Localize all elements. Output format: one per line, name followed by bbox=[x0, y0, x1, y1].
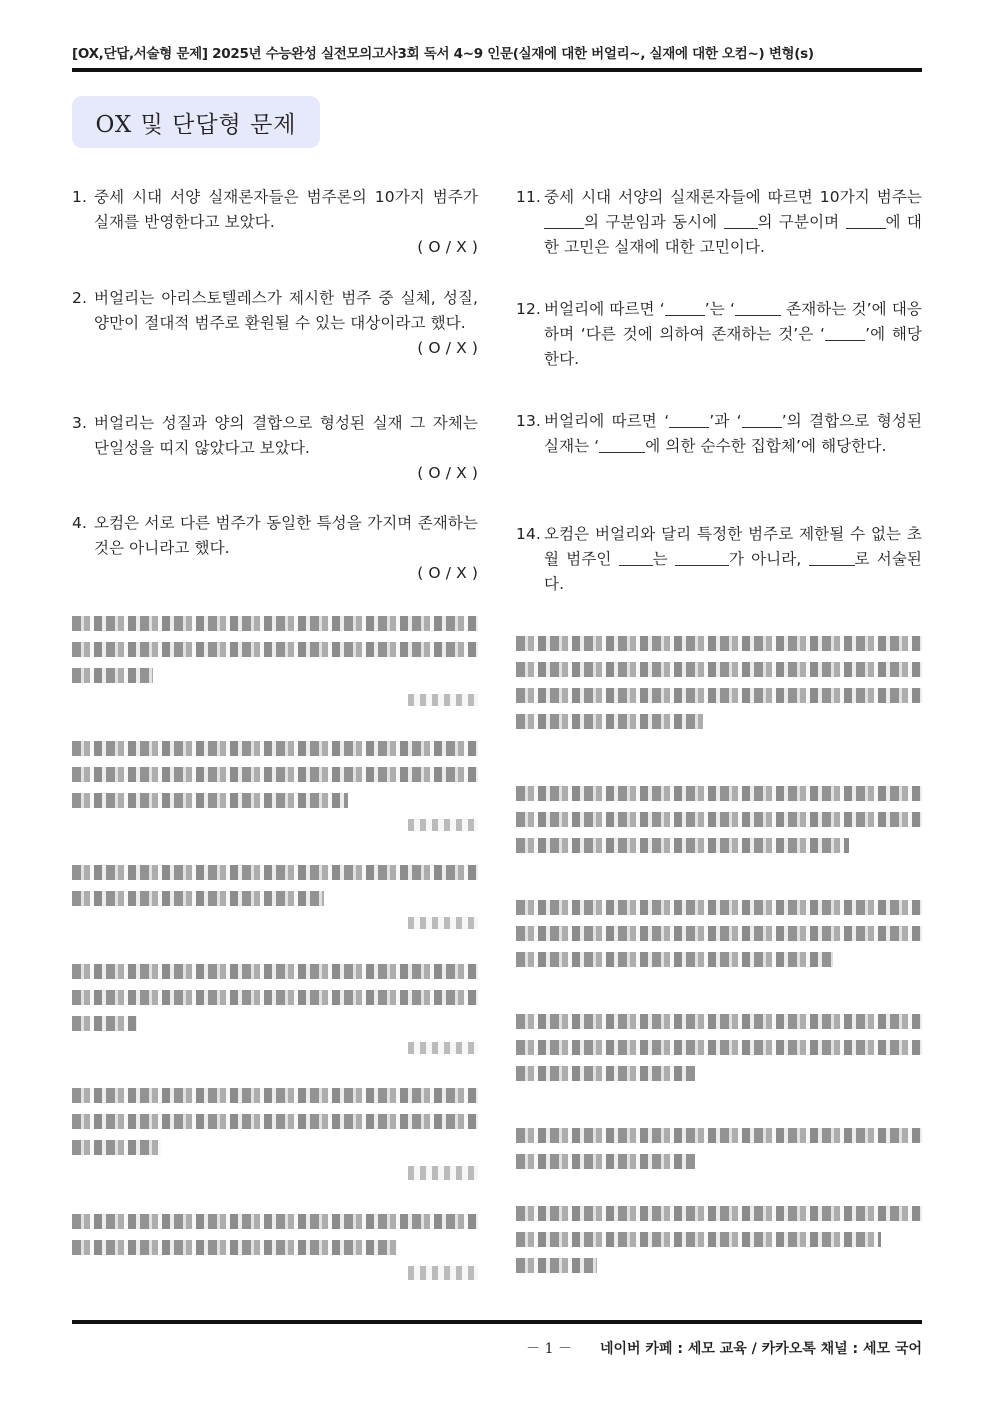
obscured-question bbox=[72, 741, 478, 831]
page-number: － 1 － bbox=[526, 1341, 572, 1357]
question-text: 오컴은 버얼리와 달리 특정한 범주로 제한될 수 없는 초월 범주인 는 가 아니라, 로 서술된다. bbox=[544, 525, 922, 593]
obscured-question bbox=[516, 1206, 922, 1274]
question-number: 12. bbox=[516, 300, 541, 318]
ox-answer-mark: ( O / X ) bbox=[417, 464, 478, 482]
question-2 bbox=[72, 286, 478, 361]
answer-blank[interactable] bbox=[825, 325, 865, 342]
obscured-question bbox=[516, 636, 922, 730]
question-text: 버얼리에 따르면 ‘ ’는 ‘ 존재하는 것’에 대응하며 ‘다른 것에 의하여 존재하는 것’은 ‘ ’에 해당한다. bbox=[544, 300, 922, 368]
footer-rule bbox=[72, 1320, 922, 1324]
question-4 bbox=[72, 511, 478, 586]
answer-blank[interactable] bbox=[724, 213, 758, 230]
question-text: 버얼리에 따르면 ‘ ’과 ‘ ’의 결합으로 형성된 실재는 ‘ 에 의한 순수한 집합체’에 해당한다. bbox=[544, 412, 923, 455]
question-number: 11. bbox=[516, 188, 541, 206]
question-number: 14. bbox=[516, 525, 541, 543]
answer-blank[interactable] bbox=[544, 213, 584, 230]
question-11 bbox=[516, 185, 922, 260]
obscured-question bbox=[72, 1214, 478, 1282]
question-number: 13. bbox=[516, 412, 541, 430]
ox-answer-mark: ( O / X ) bbox=[417, 564, 478, 582]
question-number: 2. bbox=[72, 289, 87, 307]
answer-blank[interactable] bbox=[665, 300, 705, 317]
answer-blank[interactable] bbox=[735, 300, 781, 317]
obscured-question bbox=[72, 865, 478, 929]
answer-blank[interactable] bbox=[846, 213, 886, 230]
question-number: 3. bbox=[72, 414, 87, 432]
ox-answer-mark: ( O / X ) bbox=[417, 339, 478, 357]
answer-blank[interactable] bbox=[669, 412, 709, 429]
obscured-question bbox=[72, 616, 478, 706]
answer-blank[interactable] bbox=[809, 550, 855, 567]
obscured-question bbox=[72, 1088, 478, 1180]
question-text: 중세 시대 서양 실재론자들은 범주론의 10가지 범주가 실재를 반영한다고 보았다. bbox=[94, 188, 478, 231]
answer-blank[interactable] bbox=[675, 550, 729, 567]
question-number: 1. bbox=[72, 188, 87, 206]
question-1 bbox=[72, 185, 478, 260]
obscured-question bbox=[516, 900, 922, 968]
obscured-question bbox=[516, 1128, 922, 1172]
obscured-question bbox=[516, 786, 922, 854]
answer-blank[interactable] bbox=[599, 437, 645, 454]
question-text: 버얼리는 성질과 양의 결합으로 형성된 실재 그 자체는 단일성을 띠지 않았다고 보았다. bbox=[94, 414, 478, 457]
footer-text: 네이버 카페 : 세모 교육 / 카카오톡 채널 : 세모 국어 bbox=[599, 1341, 922, 1357]
answer-blank[interactable] bbox=[619, 550, 653, 567]
document-header: [OX,단답,서술형 문제] 2025년 수능완성 실전모의고사3회 독서 4~9 인문(실재에 대한 버얼리~, 실재에 대한 오컴~) 변형(s) bbox=[72, 46, 814, 62]
page-footer bbox=[526, 1338, 922, 1358]
question-text: 중세 시대 서양의 실재론자들에 따르면 10가지 범주는 의 구분임과 동시에 의 구분이며 에 대한 고민은 실재에 대한 고민이다. bbox=[544, 188, 922, 256]
section-title: OX 및 단답형 문제 bbox=[95, 111, 297, 138]
question-number: 4. bbox=[72, 514, 87, 532]
header-rule bbox=[72, 68, 922, 72]
obscured-question bbox=[516, 1014, 922, 1082]
section-title-box bbox=[72, 96, 320, 148]
question-text: 오컴은 서로 다른 범주가 동일한 특성을 가지며 존재하는 것은 아니라고 했다. bbox=[94, 514, 478, 557]
ox-answer-mark: ( O / X ) bbox=[417, 238, 478, 256]
obscured-question bbox=[72, 964, 478, 1054]
answer-blank[interactable] bbox=[742, 412, 782, 429]
question-12 bbox=[516, 297, 922, 372]
question-text: 버얼리는 아리스토텔레스가 제시한 범주 중 실체, 성질, 양만이 절대적 범주로 환원될 수 있는 대상이라고 했다. bbox=[94, 289, 478, 332]
question-14 bbox=[516, 522, 922, 597]
question-3 bbox=[72, 411, 478, 486]
question-13 bbox=[516, 409, 922, 459]
